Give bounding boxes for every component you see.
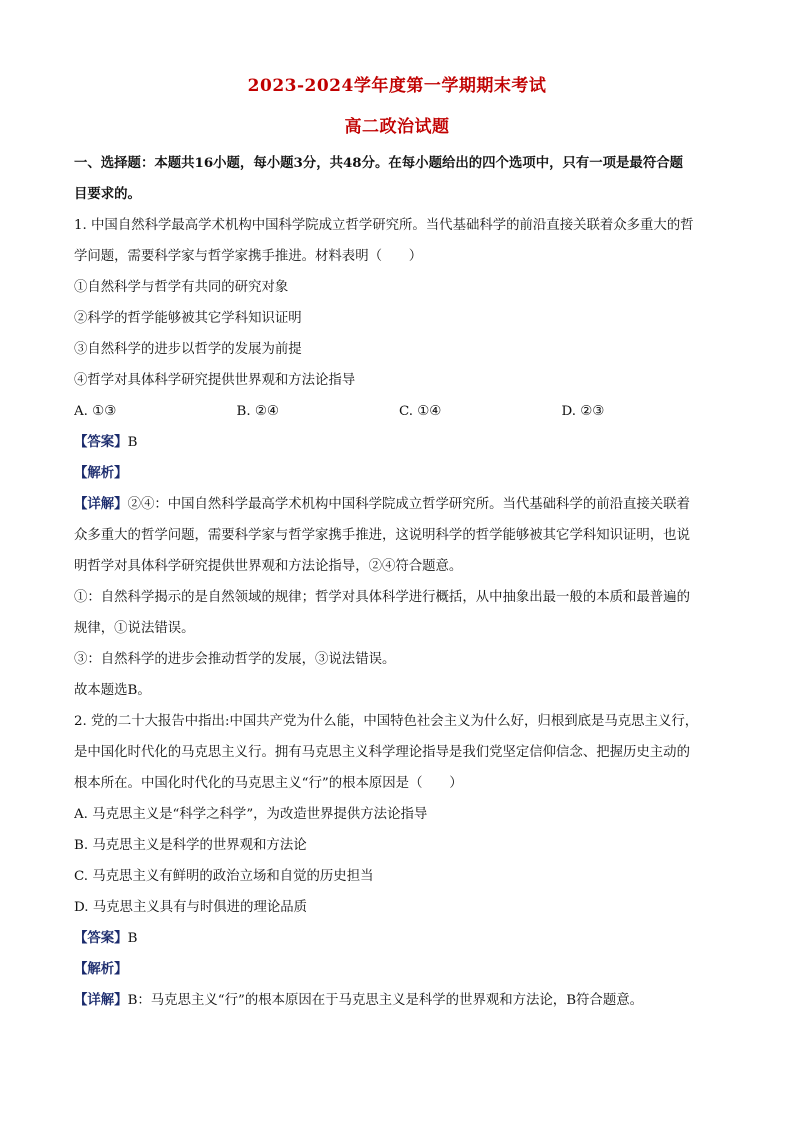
q1-stem-line2: 学问题，需要科学家与哲学家携手推进。材料表明（ ） (74, 249, 423, 264)
q1-detail-line4: ①：自然科学揭示的是自然领域的规律；哲学对具体科学进行概括，从中抽象出最一般的本质和最普遍的 (74, 590, 690, 605)
q1-analysis (74, 458, 724, 489)
q1-answer-tag: 【答案】 (74, 434, 128, 450)
q2-answer-tag: 【答案】 (74, 930, 128, 946)
q1-item-1: ①自然科学与哲学有共同的研究对象 (74, 280, 289, 295)
q2-answer-value: B (127, 931, 138, 946)
q1-stem-line1: 1. 中国自然科学最高学术机构中国科学院成立哲学研究所。当代基础科学的前沿直接关联着众多重大的哲 (74, 218, 694, 233)
q2-detail-text-1: B：马克思主义“行”的根本原因在于马克思主义是科学的世界观和方法论，B符合题意。 (127, 993, 643, 1008)
page-subtitle: 高二政治试题 (344, 117, 450, 137)
q2-detail-tag: 【详解】 (74, 992, 128, 1008)
q1-conclusion: 故本题选B。 (74, 683, 151, 698)
section-heading-line2: 目要求的。 (74, 186, 141, 202)
q1-options (74, 396, 724, 427)
q2-answer (74, 923, 724, 954)
q2-option-c: C. 马克思主义有鲜明的政治立场和自觉的历史担当 (74, 869, 374, 884)
q2-stem-line3: 根本所在。中国化时代化的马克思主义“行”的根本原因是（ ） (74, 776, 463, 791)
q1-detail-line1 (74, 489, 724, 520)
q2-stem-line1: 2. 党的二十大报告中指出:中国共产党为什么能，中国特色社会主义为什么好，归根到底是马克思主义行， (74, 714, 699, 729)
q1-answer-value: B (127, 435, 138, 450)
q2-option-b: B. 马克思主义是科学的世界观和方法论 (74, 838, 307, 853)
q2-analysis-tag: 【解析】 (74, 961, 128, 977)
q1-detail-line6: ③：自然科学的进步会推动哲学的发展，③说法错误。 (74, 652, 396, 667)
q1-option-a: A. ①③ (74, 404, 117, 419)
q2-option-d: D. 马克思主义具有与时俱进的理论品质 (74, 900, 308, 915)
section-heading-line1: 一、选择题：本题共16小题，每小题3分，共48分。在每小题给出的四个选项中，只有一项是最符合题 (74, 155, 683, 171)
q1-detail-line2: 众多重大的哲学问题，需要科学家与哲学家携手推进，这说明科学的哲学能够被其它学科知识证明，也说 (74, 528, 690, 543)
q2-option-a: A. 马克思主义是“科学之科学”，为改造世界提供方法论指导 (74, 807, 428, 822)
q1-item-3: ③自然科学的进步以哲学的发展为前提 (74, 342, 302, 357)
q1-detail-text-1: ②④：中国自然科学最高学术机构中国科学院成立哲学研究所。当代基础科学的前沿直接关联着 (127, 497, 690, 512)
q1-analysis-tag: 【解析】 (74, 465, 128, 481)
q1-answer (74, 427, 724, 458)
q1-detail-line5: 规律，①说法错误。 (74, 621, 195, 636)
q2-detail-line1 (74, 985, 724, 1016)
q2-stem-line2: 是中国化时代化的马克思主义行。拥有马克思主义科学理论指导是我们党坚定信仰信念、把握历史主动的 (74, 745, 690, 760)
q1-detail-line3: 明哲学对具体科学研究提供世界观和方法论指导，②④符合题意。 (74, 559, 463, 574)
q1-option-b: B. ②④ (236, 404, 279, 419)
q2-analysis (74, 954, 724, 985)
q1-option-c: C. ①④ (399, 404, 442, 419)
q1-item-2: ②科学的哲学能够被其它学科知识证明 (74, 311, 302, 326)
page-title: 2023-2024学年度第一学期期末考试 (247, 76, 547, 96)
q1-item-4: ④哲学对具体科学研究提供世界观和方法论指导 (74, 373, 356, 388)
q1-detail-tag: 【详解】 (74, 496, 128, 512)
q1-option-d: D. ②③ (561, 404, 605, 419)
document-body (74, 148, 724, 1016)
